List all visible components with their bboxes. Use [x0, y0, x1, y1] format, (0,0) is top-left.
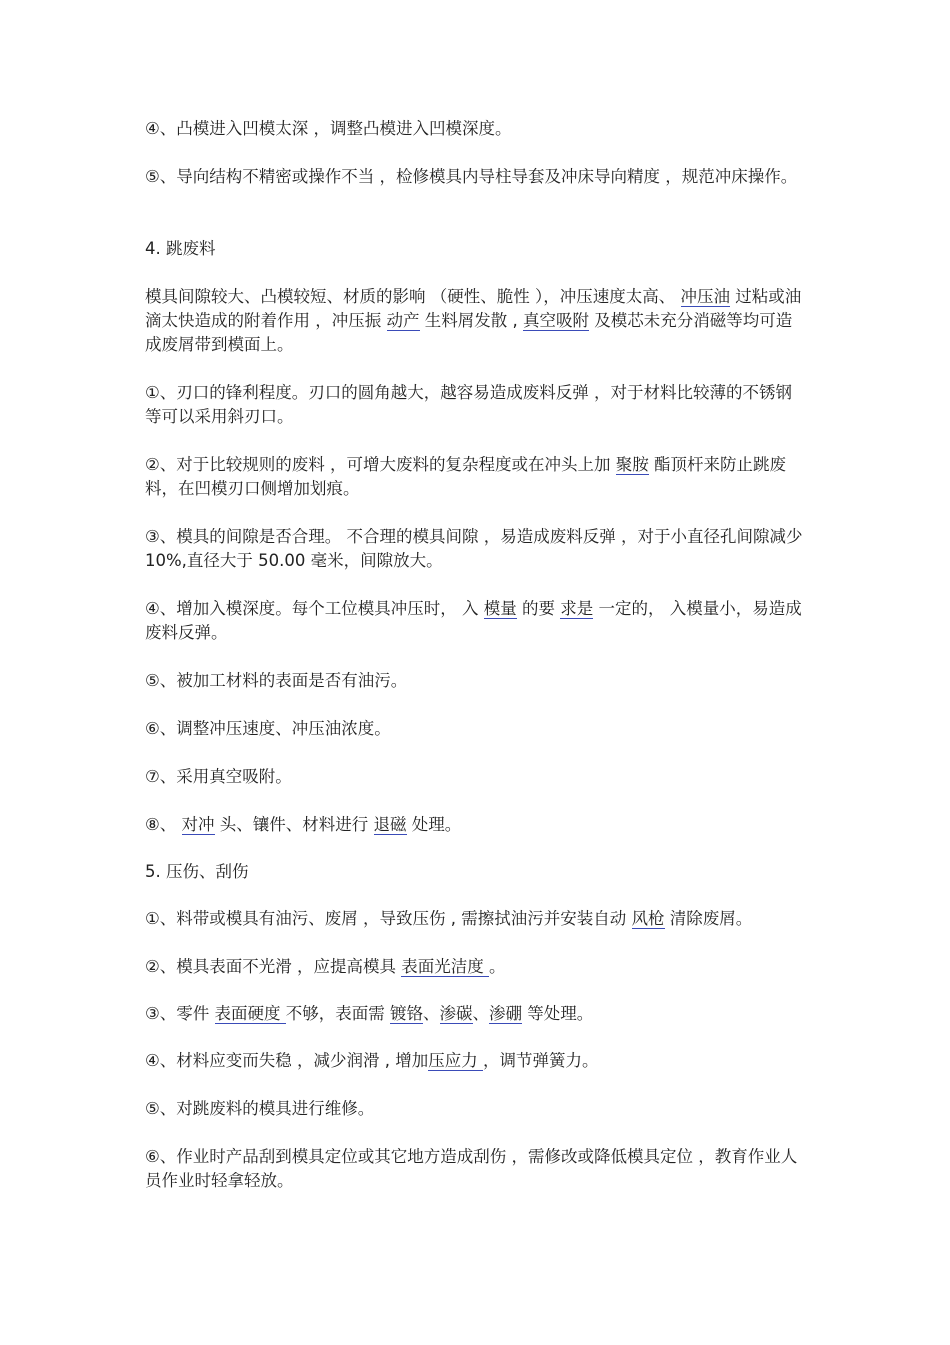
paragraph-demagnetize	[145, 813, 805, 837]
text: 过粘或油滴太快造成的附着作用 ，冲压振	[145, 287, 802, 330]
heading-text: 5. 压伤、刮伤	[145, 862, 249, 881]
text: 、	[472, 1004, 490, 1023]
text: ④、材料应变而失稳 ，减少润滑 , 增加	[145, 1051, 429, 1070]
text: 头、镶件、材料进行	[214, 815, 374, 834]
link-surface-hardness[interactable]: 表面硬度	[214, 1004, 286, 1023]
link-demagnetize[interactable]: 退磁	[373, 815, 407, 834]
text: ④、凸模进入凹模太深 ，调整凸模进入凹模深度。	[145, 119, 512, 138]
text: 一定的， 入模量小，易造成废料反弹。	[145, 599, 802, 642]
link-dui-chong[interactable]: 对冲	[181, 815, 215, 834]
paragraph-adjust-speed	[145, 717, 805, 741]
text: ⑥、作业时产品刮到模具定位或其它地方造成刮伤 ，需修改或降低模具定位 ，教育作业人员作业时轻拿轻放。	[145, 1147, 798, 1190]
link-qiu-shi[interactable]: 求是	[560, 599, 594, 618]
text: ，调节弹簧力。	[483, 1051, 599, 1070]
heading-scratch	[145, 860, 805, 884]
link-air-gun[interactable]: 风枪	[631, 909, 665, 928]
text: ②、模具表面不光滑 ，应提高模具	[145, 957, 402, 976]
link-polyurethane[interactable]: 聚胺	[615, 455, 649, 474]
text: 、	[423, 1004, 440, 1023]
text: ②、对于比较规则的废料 ，可增大废料的复杂程度或在冲头上加	[145, 455, 616, 474]
text: ⑤、对跳废料的模具进行维修。	[145, 1099, 375, 1118]
text: ⑦、采用真空吸附。	[145, 767, 292, 786]
link-surface-finish[interactable]: 表面光洁度	[401, 957, 490, 976]
paragraph-strain-instability	[145, 1049, 805, 1073]
text: 的要	[516, 599, 561, 618]
text: ⑤、被加工材料的表面是否有油污。	[145, 671, 408, 690]
text: 及模芯未充分消磁等均可造成废屑带到模面上。	[145, 311, 793, 354]
text: 不够，表面需	[285, 1004, 391, 1023]
link-mo-liang[interactable]: 模量	[483, 599, 517, 618]
link-chrome-plating[interactable]: 镀铬	[390, 1004, 424, 1023]
paragraph-oil-debris	[145, 907, 805, 931]
text: ③、零件	[145, 1004, 215, 1023]
paragraph-handling	[145, 1145, 805, 1193]
link-vacuum-suction[interactable]: 真空吸附	[522, 311, 589, 330]
text: 处理。	[406, 815, 462, 834]
link-boronizing[interactable]: 渗硼	[489, 1004, 523, 1023]
text: ⑥、调整冲压速度、冲压油浓度。	[145, 719, 391, 738]
paragraph-surface-smooth	[145, 955, 805, 979]
text: ③、模具的间隙是否合理。 不合理的模具间隙 ，易造成废料反弹 ，对于小直径孔间隙减少 10%,直径大于 50.00 毫米，间隙放大。	[145, 527, 803, 570]
link-dong-chan[interactable]: 动产	[386, 311, 420, 330]
text: ①、刃口的锋利程度。刃口的圆角越大，越容易造成废料反弹 ，对于材料比较薄的不锈钢等可以采用斜刃口。	[145, 383, 793, 426]
paragraph-repair	[145, 1097, 805, 1121]
paragraph-die-clearance	[145, 525, 805, 573]
paragraph-surface-hardness	[145, 1002, 805, 1026]
text: ⑤、导向结构不精密或操作不当 ，检修模具内导柱导套及冲床导向精度 ，规范冲床操作。	[145, 167, 798, 186]
paragraph-guide-structure	[145, 165, 805, 189]
paragraph-punch-depth	[145, 117, 805, 141]
text: 。	[489, 957, 506, 976]
link-compressive-stress[interactable]: 压应力	[428, 1051, 484, 1070]
text: 酯顶杆来防止跳废料，在凹模刃口侧增加划痕。	[145, 455, 787, 498]
paragraph-oil-stain	[145, 669, 805, 693]
paragraph-vacuum	[145, 765, 805, 789]
text: ①、料带或模具有油污、废屑 ，导致压伤 , 需擦拭油污并安装自动	[145, 909, 632, 928]
text: 生料屑发散 ,	[419, 311, 523, 330]
text: ④、增加入模深度。每个工位模具冲压时， 入	[145, 599, 484, 618]
text: 模具间隙较大、凸模较短、材质的影响 （硬性、脆性 ），冲压速度太高、	[145, 287, 681, 306]
heading-text: 4. 跳废料	[145, 239, 216, 258]
text: 清除废屑。	[664, 909, 753, 928]
paragraph-regular-scrap	[145, 453, 805, 501]
text: 等处理。	[522, 1004, 594, 1023]
heading-scrap-jumping	[145, 237, 805, 261]
paragraph-entry-depth	[145, 597, 805, 645]
paragraph-edge-sharpness	[145, 381, 805, 429]
link-carburizing[interactable]: 渗碳	[439, 1004, 473, 1023]
link-stamping-oil[interactable]: 冲压油	[680, 287, 730, 306]
paragraph-scrap-causes	[145, 285, 805, 357]
text: ⑧、	[145, 815, 182, 834]
